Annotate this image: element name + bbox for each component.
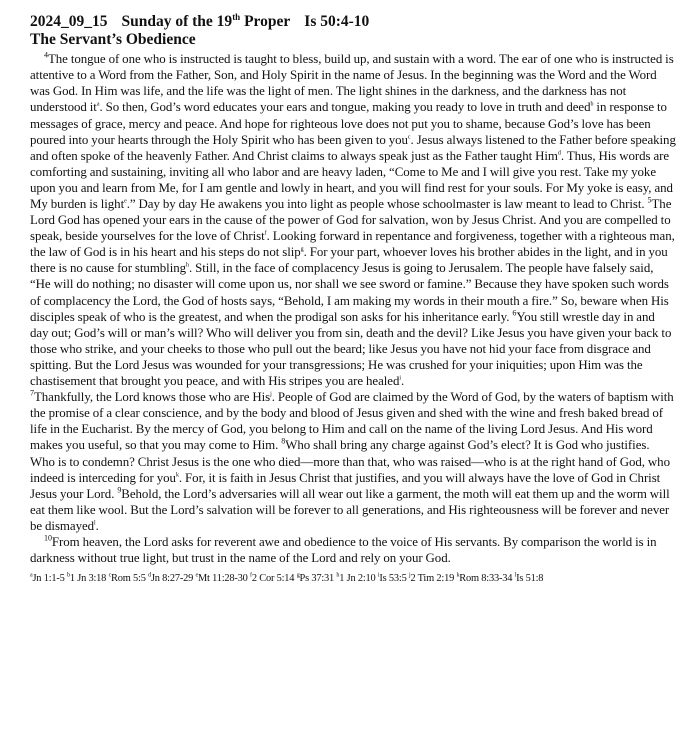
footnote-mark: h: [186, 263, 189, 270]
footnote-mark: e: [124, 198, 127, 205]
footnote-mark: b: [590, 102, 594, 109]
verse-number: 8: [281, 437, 286, 447]
footnote-mark: j: [270, 391, 272, 398]
paragraph-2: $^{10}$From heaven, the Lord asks for reverent awe and obedience to the voice of His servants. By comparison the world is in darkness without true light, but trust in the name of the Lord and rely on your God.: [30, 533, 657, 566]
footnote-list: $^a$Jn 1:1-5 $^b$1 Jn 3:18 $^c$Rom 5:5 $^d$Jn 8:27-29 $^e$Mt 11:28-30 $^f$2 Cor 5:14 $^g$Ps 37:31 $^h$1 Jn 2:10 $^i$Is 53:5 $^j$2 Tim 2:19 $^k$Rom 8:33-34 $^l$Is 51:8: [30, 572, 544, 585]
verse-number: 5: [647, 195, 652, 205]
document-body: [30, 51, 676, 566]
footnote-mark: d: [557, 150, 561, 157]
heading-day: Sunday of the 19th Proper: [121, 12, 291, 31]
verse-number: 6: [512, 308, 517, 318]
verse-number: 4: [44, 50, 48, 60]
heading-date: 2024_09_15: [30, 13, 108, 31]
footnote-mark: i: [399, 375, 401, 382]
heading-reading: Is 50:4-10: [304, 13, 370, 31]
paragraph-1: $^4$The tongue of one who is instructed is taught to bless, build up, and sustain with a word. The ear of one who is instructed is attentive to a Word from the Father, Son, and Holy Spirit in the name of Jesus. In the beginning was the Word and the Word was God. In Him was life, and the life was the light of men. The light shines in the darkness, and the darkness has not understood $it^a$. So then, God’s word educates your ears and tongue, making you ready to love in truth and deed$^b$ in response to messages of grace, mercy and peace. And hope for righteous love does not put you to shame, because God’s love has been poured into your hearts through the Holy Spirit who has been given to you$^c$. Jesus always listened to the Father before speaking and often spoke of the heavenly Father. And Christ claims to always speak just as the Father taught Him$^d$. Thus, His words are comforting and sustaining, inviting all who labor and are heavy laden, “Come to Me and I will give you rest. Take my yoke upon you and learn from Me, for I am gentle and lowly in heart, and you will find rest for your souls. For My yoke is easy, and My burden is light$^e$.” Day by day He awakens you into light as people whose schoolmaster is law meant to lead to Christ. $^5$The Lord God has opened your ears in the cause of the power of God for salvation, won by Jesus Christ. And you are compelled to speak, beside yourselves for the love of Christ$^f$. Looking forward in repentance and forgiveness, together with a righteous man, the law of God is in his heart and his steps do not slip$^g$. For your part, whoever loves his brother abides in the light, and in you there is no cause for stumbling$^h$. Still, in the face of complacency Jesus is going to Jerusalem. The people have falsely said, “He will do nothing; no disaster will come upon us, nor shall we see sword or famine.” Because they have spoken such words of complacency the Lord, the God of hosts says, “Behold, I am making my words in their mouth a fire.” So, beware when His disciples speak of who is the greatest, and when the prodigal son asks for his inheritance early. $^6$You still wrestle day in and day out; God’s will or man’s will? Who will deliver you from sin, death and the devil? Like Jesus you have given your back to those who strike, and your cheeks to those who pull out the beard; like Jesus you have not hid your face from disgrace and spitting. But the Lord Jesus was wounded for your transgressions; He was crushed for your iniquities; upon Him was the chastisement that brought you peace, and with His stripes you are healed$^i$. $^7$Thankfully, the Lord knows those who are His$^j$. People of God are claimed by the Word of God, by the waters of baptism with the promise of a clear conscience, and by the body and blood of Jesus given and shed with the wine and fresh baked bread of life in the Eucharist. By the mercy of God, you belong to Him and call on the name of the living Lord Jesus. And His word makes you useful, so that you may come to Him. $^8$Who shall bring any charge against God’s elect? It is God who justifies. Who is to condemn? Christ Jesus is the one who died—more than that, who was raised—who is at the right hand of God, who indeed is interceding for you$^k$. For, it is faith in Jesus Christ that justifies, and you will always have the love of God in Christ Jesus your Lord. $^9$Behold, the Lord’s adversaries will all wear out like a garment, the moth will eat them up and the worm will eat them like wool. But the Lord’s salvation will be forever to all generations, and His righteousness will be forever and never be dismayed$^l$.: [30, 50, 676, 533]
verse-number: 7: [30, 388, 34, 398]
document-title: The Servant’s Obedience: [30, 31, 196, 49]
footnote-mark: k: [175, 472, 179, 479]
footnote-mark: g: [300, 246, 304, 253]
footnote-mark: f: [264, 230, 267, 237]
footnote-mark: l: [94, 520, 96, 527]
verse-number: 10: [44, 533, 52, 543]
footnote-mark: a: [96, 102, 100, 109]
document-heading: [30, 8, 676, 31]
footnote-mark: c: [407, 134, 411, 141]
verse-number: 9: [117, 485, 122, 495]
